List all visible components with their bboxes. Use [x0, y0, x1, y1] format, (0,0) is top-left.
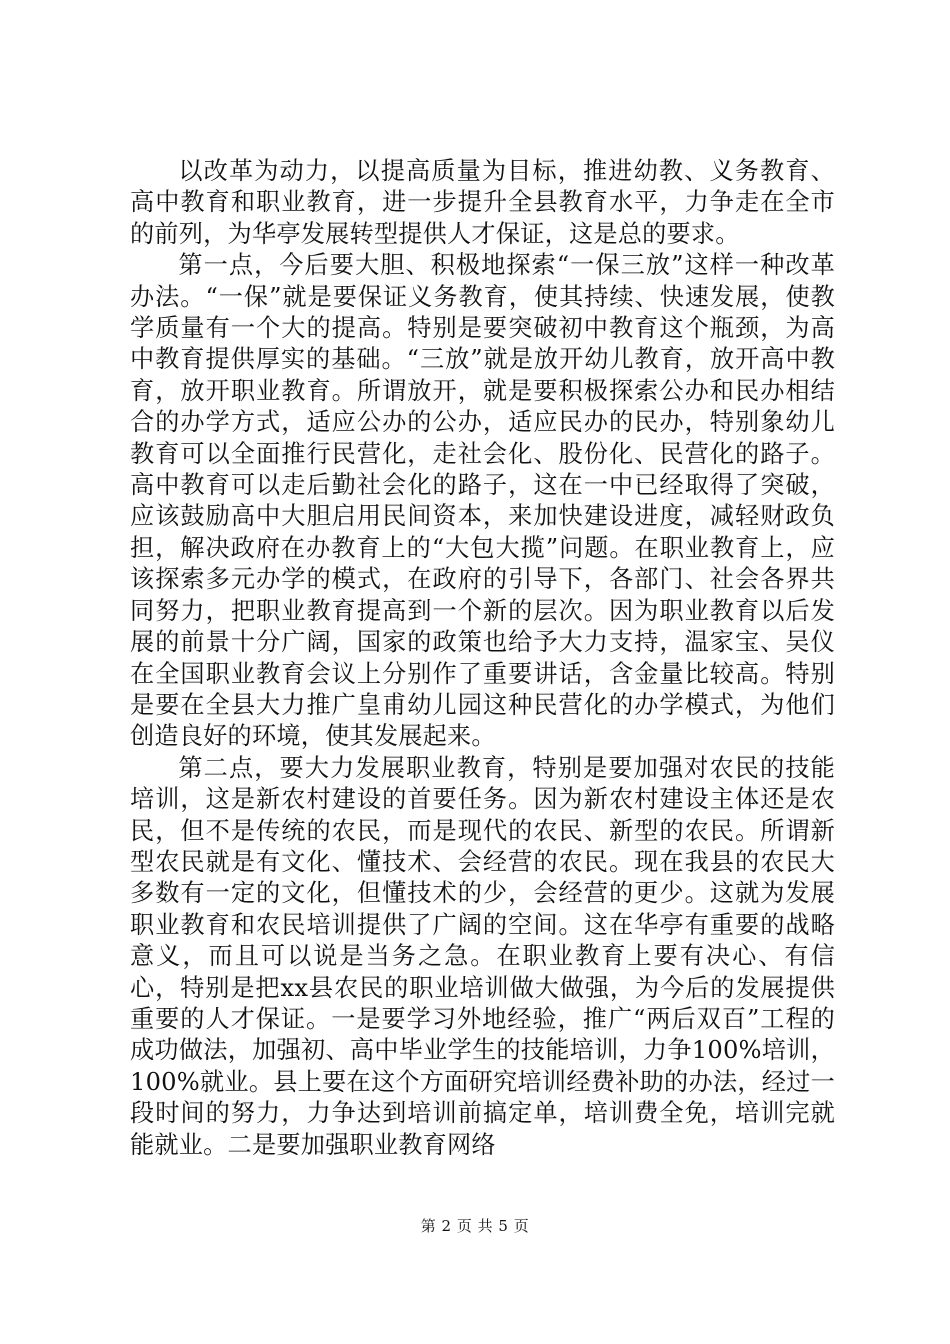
paragraph-point-one: 第一点，今后要大胆、积极地探索“一保三放”这样一种改革办法。“一保”就是要保证义务教育，使其持续、快速发展，使教学质量有一个大的提高。特别是要突破初中教育这个瓶颈，为高中教育提供厚实的基础。“三放”就是放开幼儿教育，放开高中教育，放开职业教育。所谓放开，就是要积极探索公办和民办相结合的办学方式，适应公办的公办，适应民办的民办，特别象幼儿教育可以全面推行民营化，走社会化、股份化、民营化的路子。高中教育可以走后勤社会化的路子，这在一中已经取得了突破，应该鼓励高中大胆启用民间资本，来加快建设进度，减轻财政负担，解决政府在办教育上的“大包大揽”问题。在职业教育上，应该探索多元办学的模式，在政府的引导下，各部门、社会各界共同努力，把职业教育提高到一个新的层次。因为职业教育以后发展的前景十分广阔，国家的政策也给予大力支持，温家宝、吴仪在全国职业教育会议上分别作了重要讲话，含金量比较高。特别是要在全县大力推广皇甫幼儿园这种民营化的办学模式，为他们创造良好的环境，使其发展起来。 — [130, 251, 835, 751]
document-body — [130, 156, 835, 1161]
paragraph-intro: 以改革为动力，以提高质量为目标，推进幼教、义务教育、高中教育和职业教育，进一步提升全县教育水平，力争走在全市的前列，为华亭发展转型提供人才保证，这是总的要求。 — [130, 157, 835, 248]
paragraph-point-two: 第二点，要大力发展职业教育，特别是要加强对农民的技能培训，这是新农村建设的首要任务。因为新农村建设主体还是农民，但不是传统的农民，而是现代的农民、新型的农民。所谓新型农民就是有文化、懂技术、会经营的农民。现在我县的农民大多数有一定的文化，但懂技术的少，会经营的更少。这就为发展职业教育和农民培训提供了广阔的空间。这在华亭有重要的战略意义，而且可以说是当务之急。在职业教育上要有决心、有信心，特别是把xx县农民的职业培训做大做强，为今后的发展提供重要的人才保证。一是要学习外地经验，推广“两后双百”工程的成功做法，加强初、高中毕业学生的技能培训，力争100%培训，100%就业。县上要在这个方面研究培训经费补助的办法，经过一段时间的努力，力争达到培训前搞定单，培训费全免，培训完就能就业。二是要加强职业教育网络 — [130, 753, 835, 1159]
page-number-footer: 第 2 页 共 5 页 — [420, 1217, 530, 1235]
